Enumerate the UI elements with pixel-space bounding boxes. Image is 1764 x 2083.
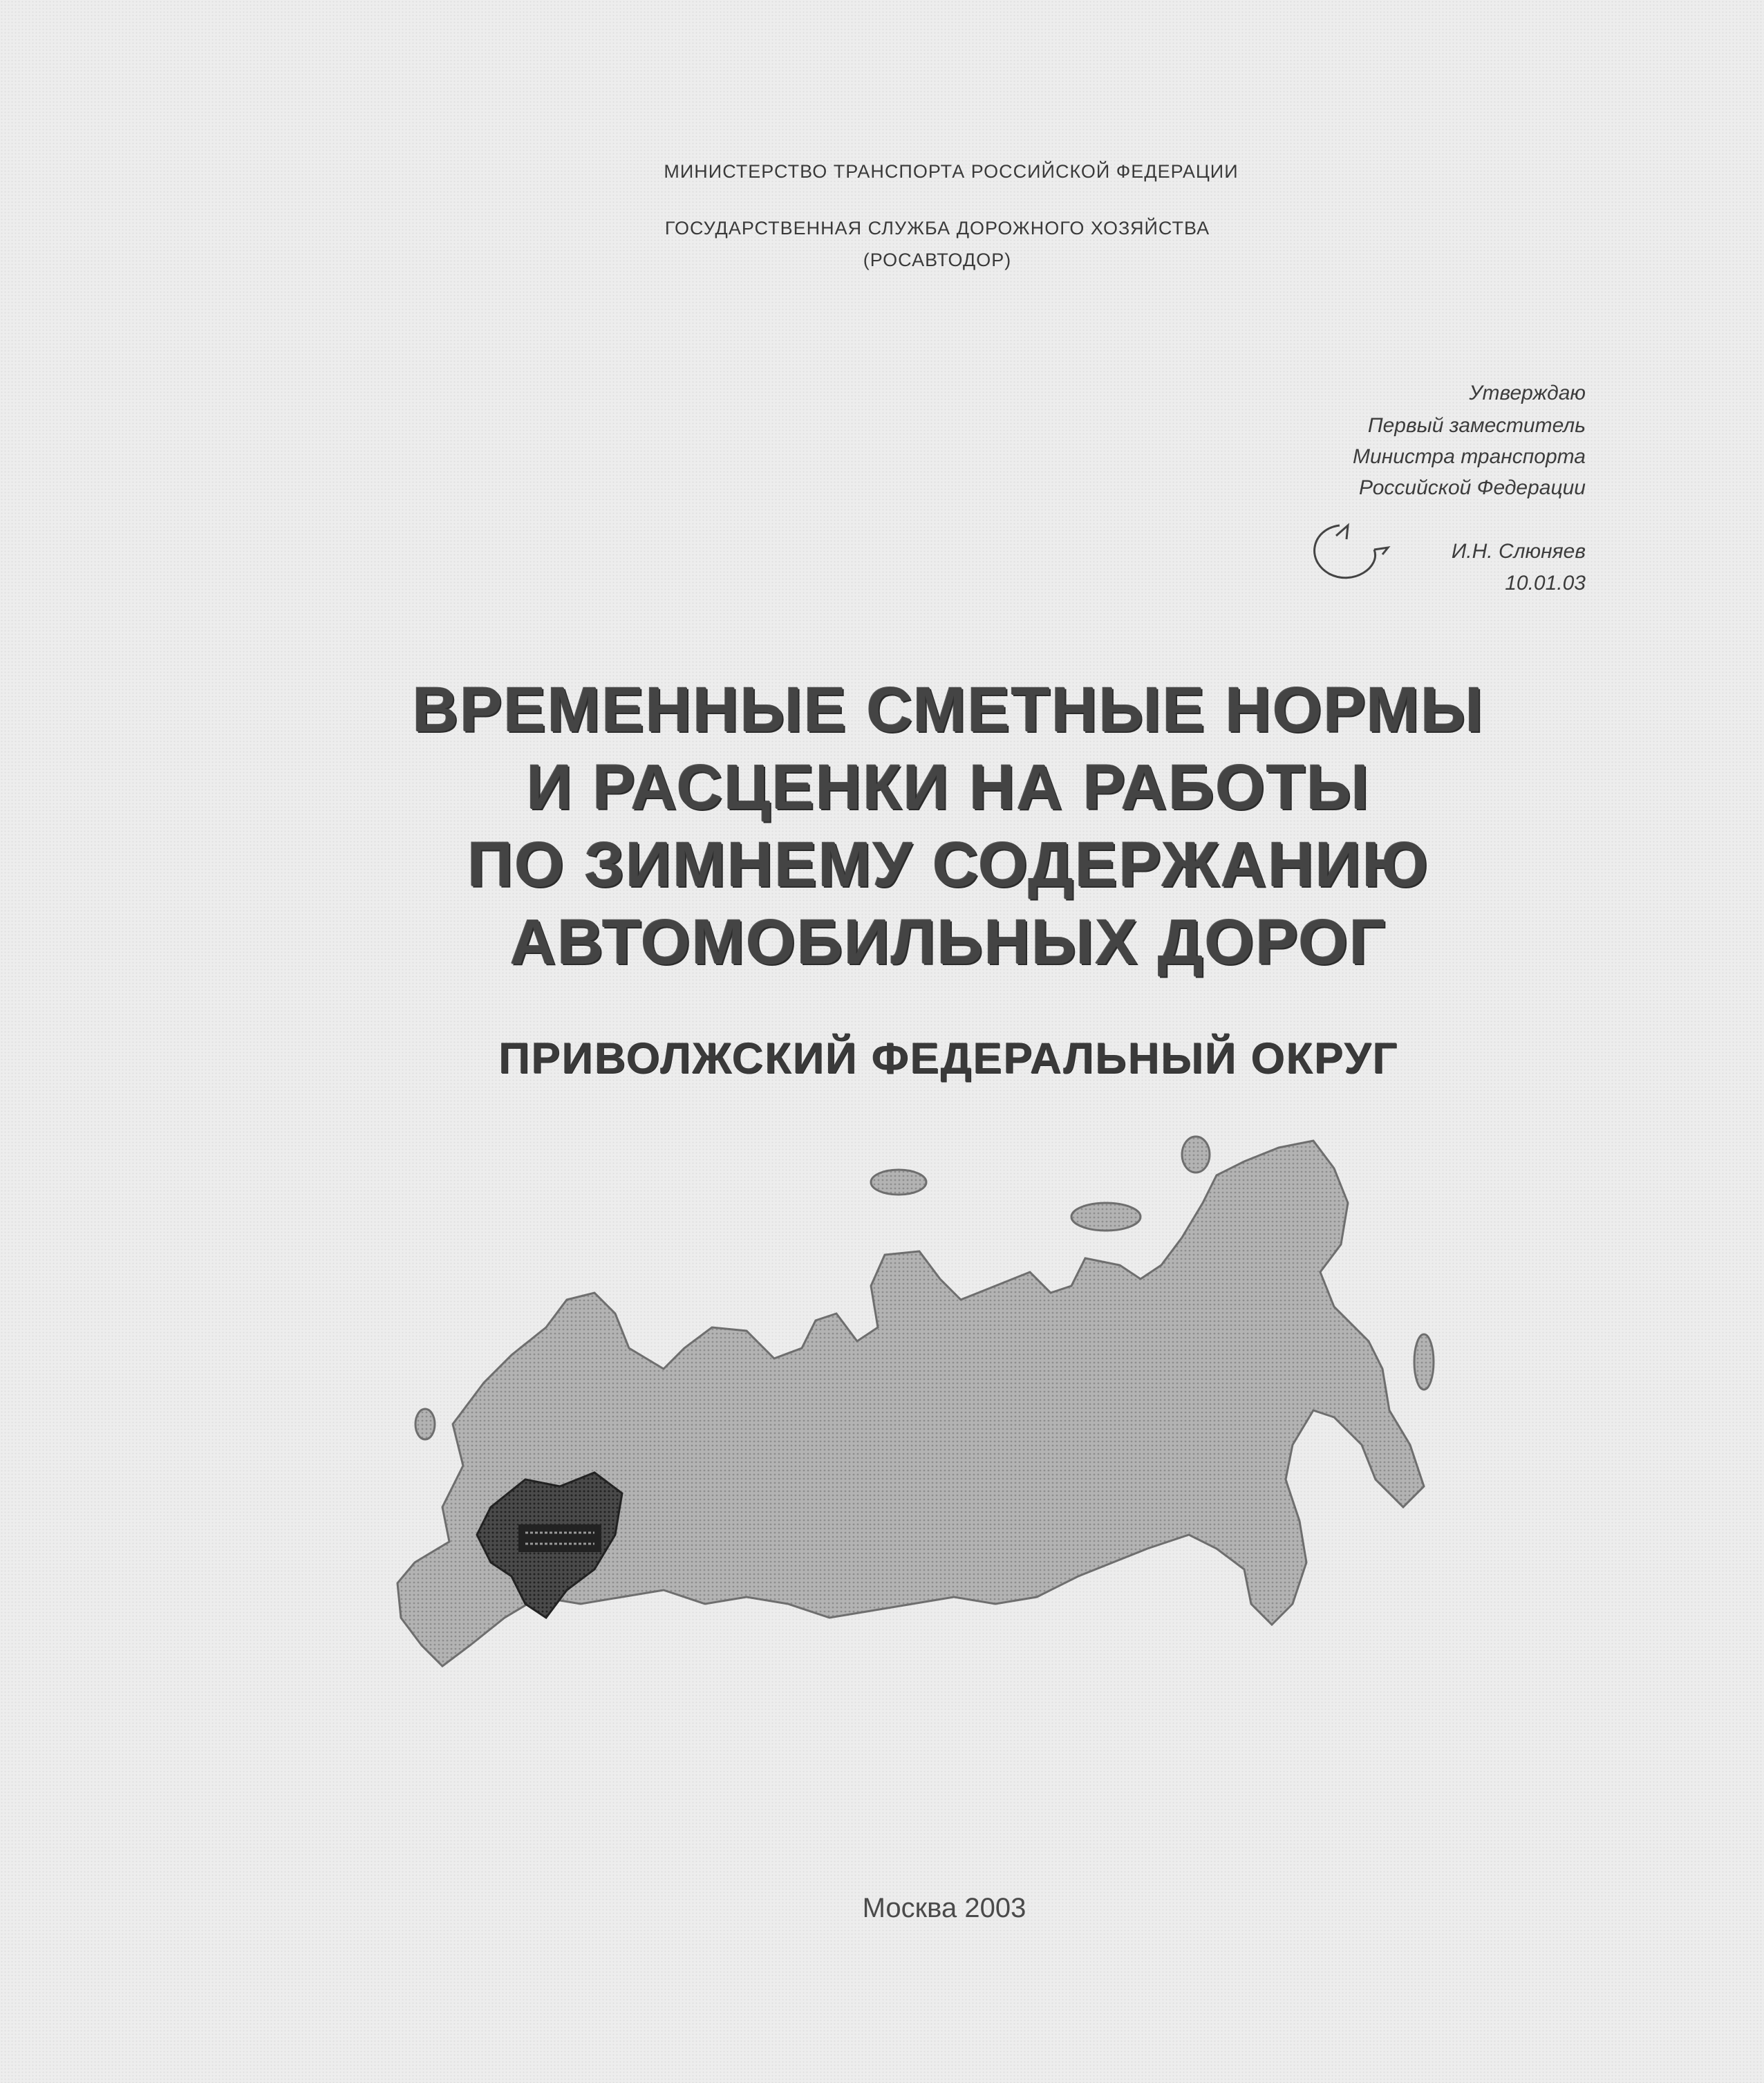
island-north	[1071, 1203, 1141, 1231]
island-wrangel	[1182, 1137, 1210, 1173]
signature-icon	[1298, 512, 1402, 588]
approval-heading: Утверждаю	[1469, 382, 1586, 404]
ministry-name: МИНИСТЕРСТВО ТРАНСПОРТА РОССИЙСКОЙ ФЕДЕРАЦИИ	[664, 161, 1239, 182]
district-subtitle: ПРИВОЛЖСКИЙ ФЕДЕРАЛЬНЫЙ ОКРУГ	[498, 1034, 1398, 1083]
publication-place-year: Москва 2003	[862, 1893, 1026, 1923]
approval-position: Первый заместитель	[1367, 414, 1586, 437]
service-abbreviation: (РОСАВТОДОР)	[863, 250, 1012, 270]
title-line-2: И РАСЦЕНКИ НА РАБОТЫ	[526, 752, 1371, 823]
island-sakhalin	[1414, 1334, 1434, 1390]
approval-ministry: Министра транспорта	[1353, 445, 1586, 468]
island-kaliningrad	[415, 1409, 435, 1439]
title-line-1: ВРЕМЕННЫЕ СМЕТНЫЕ НОРМЫ	[412, 675, 1485, 745]
island-novaya-zemlya	[871, 1170, 926, 1195]
approval-date: 10.01.03	[1505, 572, 1586, 595]
approval-country: Российской Федерации	[1359, 476, 1586, 499]
district-label-box	[518, 1524, 601, 1552]
title-line-4: АВТОМОБИЛЬНЫХ ДОРОГ	[509, 907, 1387, 978]
russia-map-icon	[387, 1120, 1465, 1742]
approval-signatory: И.Н. Слюняев	[1451, 540, 1586, 563]
service-name: ГОСУДАРСТВЕННАЯ СЛУЖБА ДОРОЖНОГО ХОЗЯЙСТВА	[664, 218, 1210, 239]
title-line-3: ПО ЗИМНЕМУ СОДЕРЖАНИЮ	[467, 830, 1429, 900]
